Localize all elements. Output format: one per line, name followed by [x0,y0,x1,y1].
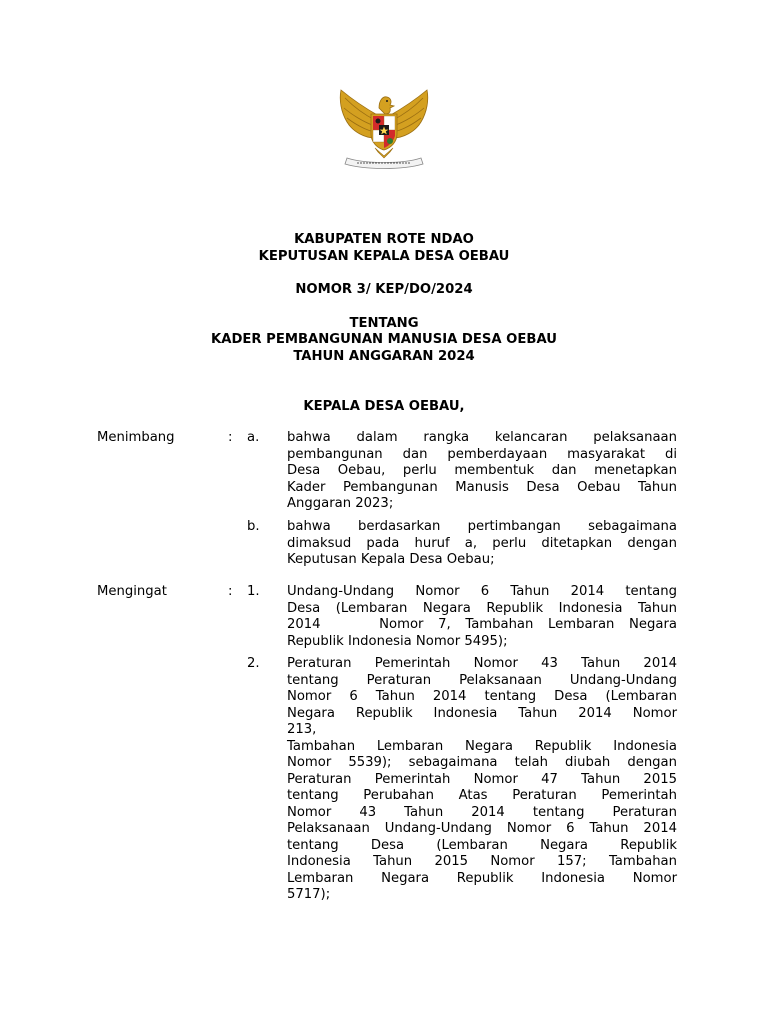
item-marker: 2. [247,656,260,671]
mengingat-item-2: Peraturan Pemerintah Nomor 43 Tahun 2014 tentang Peraturan Pelaksanaan Undang-Undang Nomor 6 Tahun 2014 tentang Desa (Lembaran Negara Republik Indonesia Tahun 2014 Nomor 213, Tambahan Lembaran Negara Republik Indonesia Nomor 5539); sebagaimana telah diubah dengan Peraturan Pemerintah Nomor 47 Tahun 2015 tentang Perubahan Atas Peraturan Pemerintah Nomor 43 Tahun 2014 tentang Peraturan Pelaksanaan Undang-Undang Nomor 6 Tahun 2014 tentang Desa (Lembaran Negara Republik Indonesia Tahun 2015 Nomor 157; Tambahan Lembaran Negara Republik Indonesia Nomor 5717); [287,656,677,902]
decree-type: KEPUTUSAN KEPALA DESA OEBAU [258,248,510,264]
menimbang-colon: : [228,430,233,445]
official-title: KEPALA DESA OEBAU, [303,399,465,414]
menimbang-item-b: bahwa berdasarkan pertimbangan sebagaimana dimaksud pada huruf a, perlu ditetapkan dengan Keputusan Kepala Desa Oebau; [287,519,677,567]
about-heading: TENTANG [349,315,419,331]
mengingat-item-1: Undang-Undang Nomor 6 Tahun 2014 tentang Desa (Lembaran Negara Republik Indonesia Tahun 2014 Nomor 7, Tambahan Lembaran Negara Republik Indonesia Nomor 5495); [287,584,677,649]
menimbang-label: Menimbang [97,430,175,445]
decree-title-line1: KADER PEMBANGUNAN MANUSIA DESA OEBAU [211,332,557,347]
decree-title-line2: TAHUN ANGGARAN 2024 [293,348,475,364]
decree-number: NOMOR 3/ KEP/DO/2024 [295,282,473,297]
document-header [0,232,768,416]
item-marker: 1. [247,584,260,599]
mengingat-colon: : [228,584,233,599]
mengingat-label: Mengingat [97,584,167,599]
item-marker: b. [247,519,260,534]
garuda-pancasila-emblem-icon [335,86,433,170]
menimbang-item-a: bahwa dalam rangka kelancaran pelaksanaan pembangunan dan pemberdayaan masyarakat di Desa Oebau, perlu membentuk dan menetapkan Kader Pembangunan Manusis Desa Oebau Tahun Anggaran 2023; [287,430,677,511]
item-marker: a. [247,430,260,445]
regency-name: KABUPATEN ROTE NDAO [294,232,474,247]
